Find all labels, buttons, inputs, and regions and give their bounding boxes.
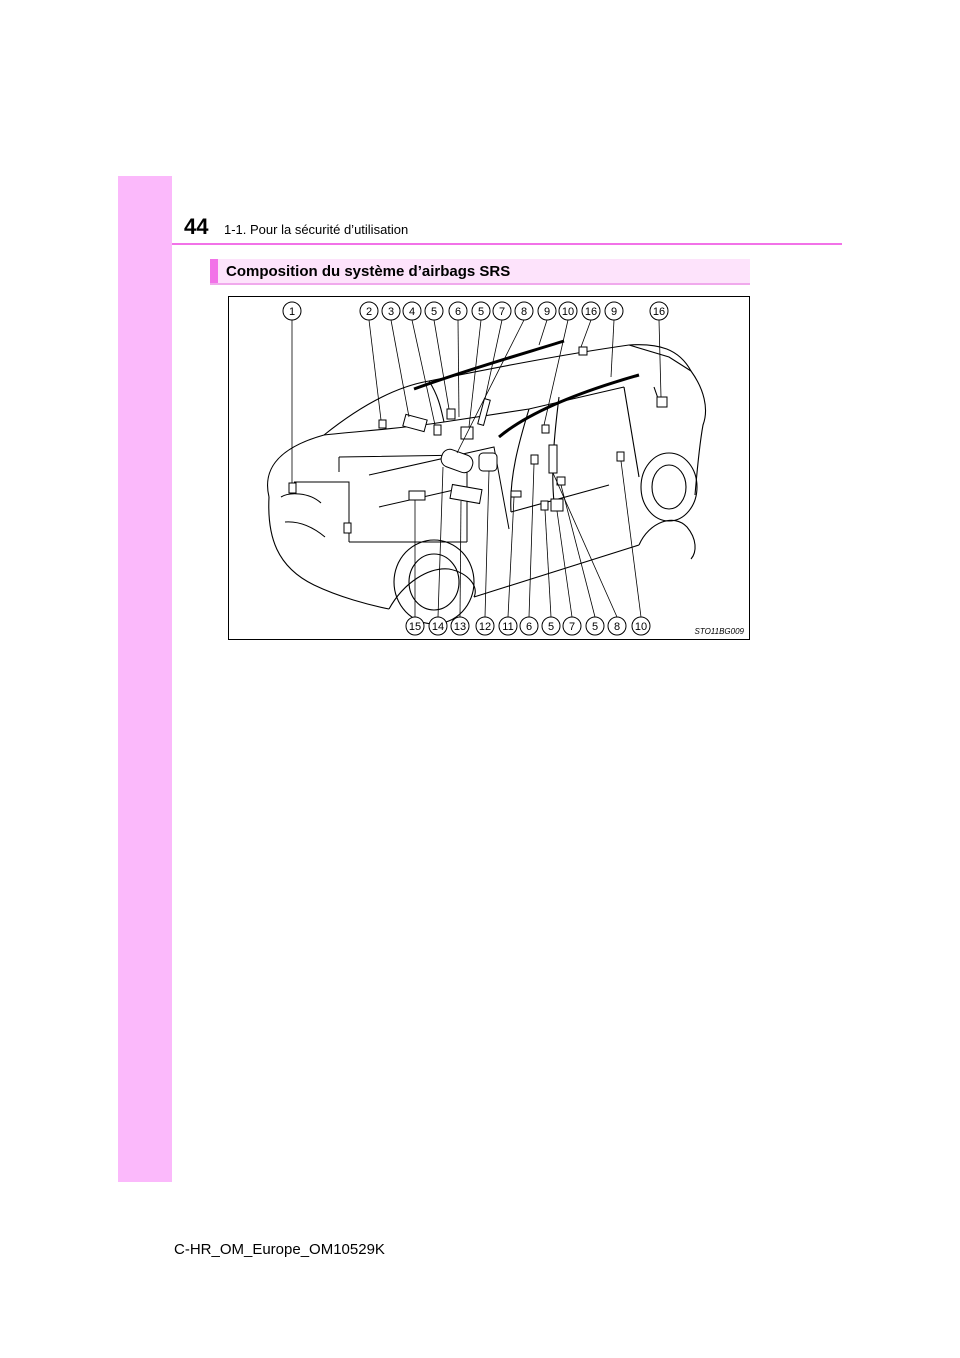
callout-15: 15 (408, 621, 422, 633)
callout-14: 14 (431, 621, 445, 633)
running-head: 1-1. Pour la sécurité d’utilisation (224, 222, 409, 237)
callout-13: 13 (453, 621, 467, 633)
callout-12: 12 (478, 621, 492, 633)
page-number: 44 (184, 214, 209, 239)
callout-16: 16 (584, 306, 598, 318)
callout-7: 7 (498, 306, 506, 318)
callout-1: 1 (288, 306, 296, 318)
callout-11: 11 (502, 621, 514, 633)
side-tab (118, 176, 172, 1182)
callout-6: 6 (454, 306, 462, 318)
callout-9b: 9 (610, 306, 618, 318)
section-title: Composition du système d’airbags SRS (226, 263, 511, 280)
callout-8b: 8 (613, 621, 621, 633)
section-marker (210, 259, 218, 283)
callout-5b: 5 (477, 306, 485, 318)
callout-16b: 16 (652, 306, 666, 318)
leader-lines (292, 320, 661, 617)
callout-6b: 6 (525, 621, 533, 633)
figure-code: STO11BG009 (694, 627, 744, 636)
callout-7b: 7 (568, 621, 576, 633)
callout-3: 3 (387, 306, 395, 318)
callout-2: 2 (365, 306, 373, 318)
callout-5: 5 (430, 306, 438, 318)
airbag-components (289, 347, 667, 533)
section-heading (210, 259, 750, 285)
header-rule (172, 243, 842, 245)
callout-10: 10 (561, 306, 575, 318)
callout-8: 8 (520, 306, 528, 318)
footer-document-code: C-HR_OM_Europe_OM10529K (174, 1241, 385, 1258)
car-illustration (229, 297, 751, 641)
callout-5c: 5 (547, 621, 555, 633)
callout-4: 4 (408, 306, 416, 318)
callout-10b: 10 (634, 621, 648, 633)
callout-5d: 5 (591, 621, 599, 633)
callout-9: 9 (543, 306, 551, 318)
airbag-diagram (228, 296, 750, 640)
